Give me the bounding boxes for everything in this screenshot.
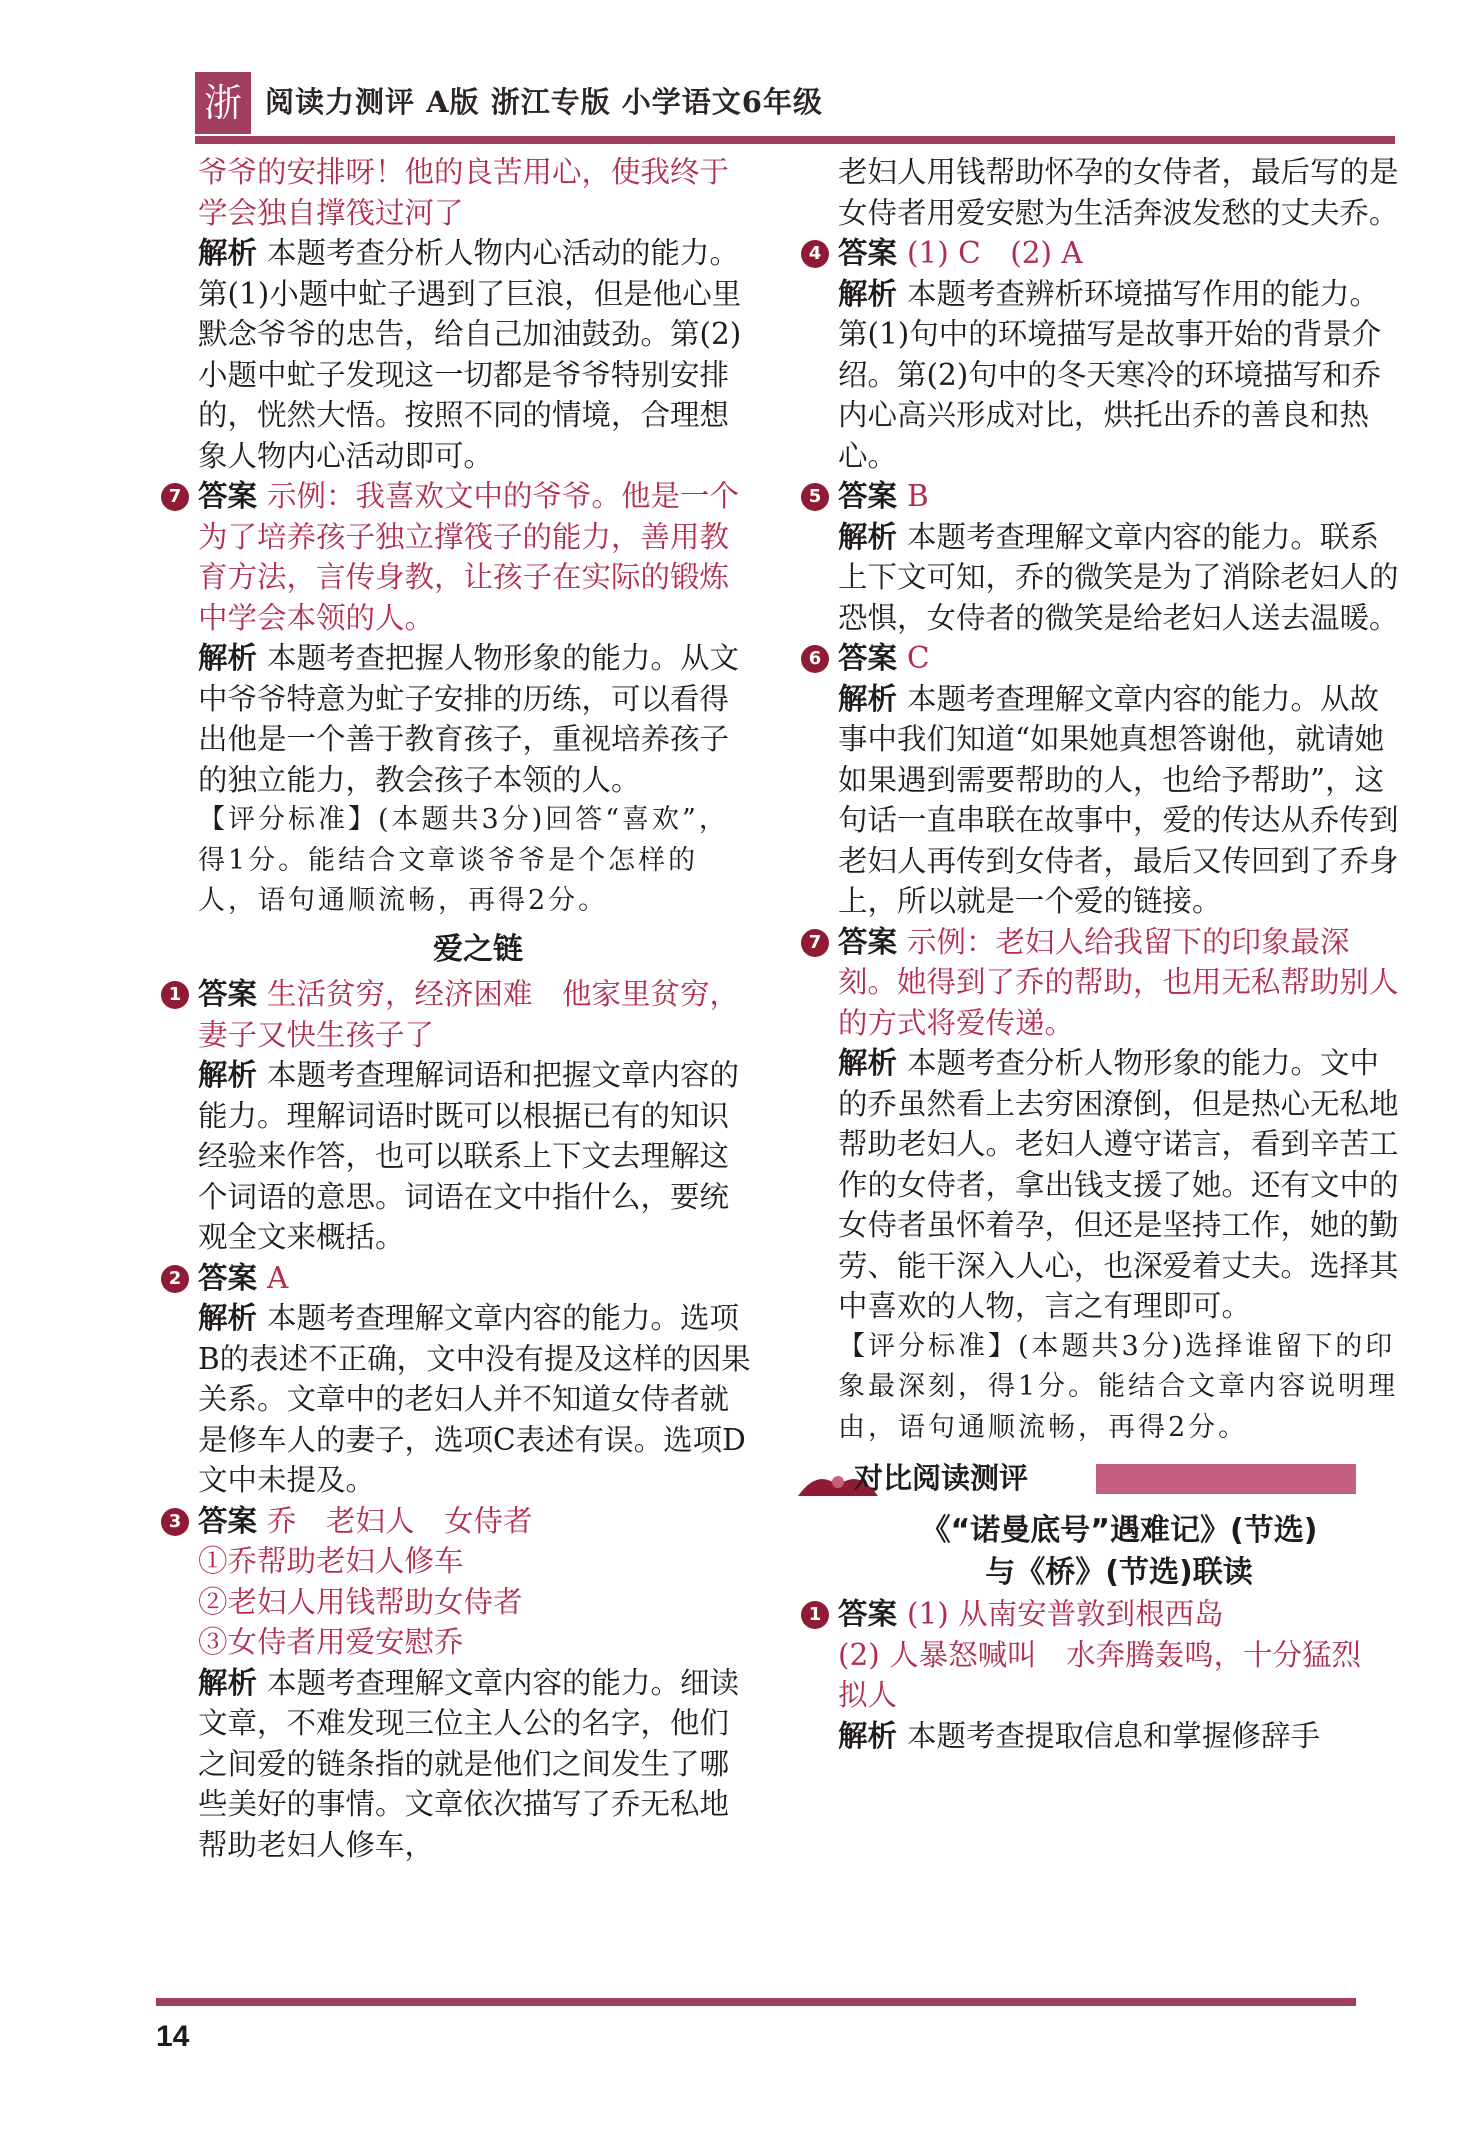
question-number: 5	[801, 483, 829, 511]
answer-label: 答案	[838, 236, 898, 270]
question-number: 3	[161, 1508, 189, 1536]
page-header	[195, 72, 1395, 144]
answer-line: ②老妇人用钱帮助女侍者	[198, 1584, 523, 1619]
analysis-text: 本题考查理解文章内容的能力。从故事中我们知道“如果她真想答谢他，就请她如果遇到需要帮助的人，也给予帮助”，这句话一直串联在故事中，爱的传达从乔传到老妇人再传到女侍者，最后又传回到了乔身上，所以就是一个爱的链接。	[838, 681, 1399, 918]
answer-line: ①乔帮助老妇人修车	[198, 1544, 464, 1578]
answer-label: 答案	[838, 479, 898, 513]
answer-text: 生活贫穷，经济困难 他家里贫穷，妻子又快生孩子了	[198, 977, 740, 1052]
analysis-text: 本题考查理解文章内容的能力。细读文章，不难发现三位主人公的名字，他们之间爱的链条指的就是他们之间发生了哪些美好的事情。文章依次描写了乔无私地帮助老妇人修车，	[198, 1665, 740, 1862]
grading-criteria: 【评分标准】(本题共3分)选择谁留下的印象最深刻，得1分。能结合文章内容说明理由，语句通顺流畅，再得2分。	[838, 1330, 1399, 1443]
analysis-text: 本题考查理解文章内容的能力。选项B的表述不正确，文中没有提及这样的因果关系。文章中的老妇人并不知道女侍者就是修车人的妻子，选项C表述有误。选项D文中未提及。	[198, 1301, 751, 1497]
section-title: 爱之链	[433, 931, 523, 967]
header-divider	[195, 136, 1395, 144]
question-number: 1	[801, 1601, 829, 1629]
analysis-text: 本题考查理解文章内容的能力。联系上下文可知，乔的微笑是为了消除老妇人的恐惧，女侍者的微笑是给老妇人送去温暖。	[838, 519, 1399, 635]
compare-question-1	[808, 1594, 1400, 1756]
left-column	[168, 152, 758, 1865]
analysis-label: 解析	[838, 1046, 898, 1080]
compare-reading-bar	[1096, 1464, 1356, 1494]
province-badge: 浙	[195, 72, 251, 134]
answer-continuation: 爷爷的安排呀！他的良苦用心，使我终于学会独自撑筏过河了	[198, 155, 730, 230]
analysis-text: 本题考查理解词语和把握文章内容的能力。理解词语时既可以根据已有的知识经验来作答，也可以联系上下文去理解这个词语的意思。词语在文中指什么，要统观全文来概括。	[198, 1058, 740, 1254]
analysis-text: 本题考查分析人物形象的能力。文中的乔虽然看上去穷困潦倒，但是热心无私地帮助老妇人。老妇人遵守诺言，看到辛苦工作的女侍者，拿出钱支援了她。还有文中的女侍者虽怀着孕，但还是坚持工作，她的勤劳、能干深入人心，也深爱着丈夫。选择其中喜欢的人物，言之有理即可。	[838, 1046, 1399, 1323]
question-7	[168, 476, 758, 922]
grading-criteria: 【评分标准】(本题共3分)回答“喜欢”，得1分。能结合文章谈爷爷是个怎样的人，语句通顺流畅，再得2分。	[198, 804, 729, 916]
analysis-text: 本题考查辨析环境描写作用的能力。第(1)句中的环境描写是故事开始的背景介绍。第(2)句中的冬天寒冷的环境描写和乔内心高兴形成对比，烘托出乔的善良和热心。	[838, 276, 1382, 473]
answer-text: C	[907, 641, 930, 675]
page-number: 14	[156, 2020, 190, 2053]
analysis-text: 本题考查分析人物内心活动的能力。第(1)小题中虻子遇到了巨浪，但是他心里默念爷爷的忠告，给自己加油鼓劲。第(2)小题中虻子发现这一切都是爷爷特别安排的，恍然大悟。按照不同的情境，合理想象人物内心活动即可。	[198, 236, 742, 473]
analysis-label: 解析	[838, 519, 898, 554]
analysis-label: 解析	[838, 276, 898, 311]
question-4	[808, 233, 1400, 476]
analysis-paragraph	[198, 233, 758, 476]
answer-label: 答案	[838, 1597, 898, 1631]
analysis-text: 本题考查把握人物形象的能力。从文中爷爷特意为虻子安排的历练，可以看得出他是一个善于教育孩子，重视培养孩子的独立能力，教会孩子本领的人。	[198, 641, 740, 797]
analysis-label: 解析	[838, 1718, 898, 1753]
answer-text: (1) C (2) A	[907, 236, 1083, 270]
answer-label: 答案	[198, 479, 258, 513]
answer-text: B	[907, 479, 929, 513]
question-number: 6	[801, 645, 829, 673]
footer-divider	[156, 1998, 1356, 2006]
answer-label: 答案	[198, 977, 258, 1011]
analysis-label: 解析	[198, 1301, 258, 1335]
analysis-label: 解析	[838, 681, 898, 716]
analysis-label: 解析	[198, 236, 258, 270]
answer-label: 答案	[198, 1503, 258, 1538]
compare-reading-label: 对比阅读测评	[854, 1461, 1029, 1495]
question-number: 7	[801, 929, 829, 957]
book-title: 阅读力测评 A版 浙江专版 小学语文6年级	[265, 85, 823, 119]
answer-text: A	[267, 1260, 289, 1295]
compare-title-line1: 《“诺曼底号”遇难记》(节选)	[920, 1513, 1318, 1548]
question-number: 1	[161, 981, 189, 1009]
analysis-label: 解析	[198, 1058, 258, 1092]
right-column	[808, 152, 1400, 1756]
answer-text: 示例：我喜欢文中的爷爷。他是一个为了培养孩子独立撑筏子的能力，善用教育方法，言传身教，让孩子在实际的锻炼中学会本领的人。	[198, 479, 740, 635]
question-3	[168, 1501, 758, 1866]
analysis-text: 本题考查提取信息和掌握修辞手	[907, 1718, 1321, 1753]
answer-label: 答案	[838, 924, 898, 959]
answer-label: 答案	[198, 1260, 258, 1295]
compare-title-line2: 与《桥》(节选)联读	[985, 1555, 1253, 1590]
analysis-continuation: 老妇人用钱帮助怀孕的女侍者，最后写的是女侍者用爱安慰为生活奔波发愁的丈夫乔。	[838, 155, 1399, 230]
question-number: 4	[801, 240, 829, 268]
question-2	[168, 1258, 758, 1501]
answer-text: (1) 从南安普敦到根西岛	[907, 1597, 1224, 1631]
answer-text: 示例：老妇人给我留下的印象最深刻。她得到了乔的帮助，也用无私帮助别人的方式将爱传递。	[838, 924, 1399, 1040]
question-number: 7	[161, 483, 189, 511]
question-6	[808, 638, 1400, 922]
question-1	[168, 974, 758, 1258]
question-5	[808, 476, 1400, 638]
compare-reading-header	[798, 1458, 1400, 1502]
answer-text: 乔 老妇人 女侍者	[267, 1503, 533, 1538]
answer-line: ③女侍者用爱安慰乔	[198, 1625, 464, 1659]
question-number: 2	[161, 1265, 189, 1293]
analysis-label: 解析	[198, 641, 258, 675]
analysis-label: 解析	[198, 1665, 258, 1700]
question-7	[808, 922, 1400, 1449]
answer-line: (2) 人暴怒喊叫 水奔腾轰鸣，十分猛烈 拟人	[838, 1637, 1391, 1712]
answer-label: 答案	[838, 641, 898, 675]
